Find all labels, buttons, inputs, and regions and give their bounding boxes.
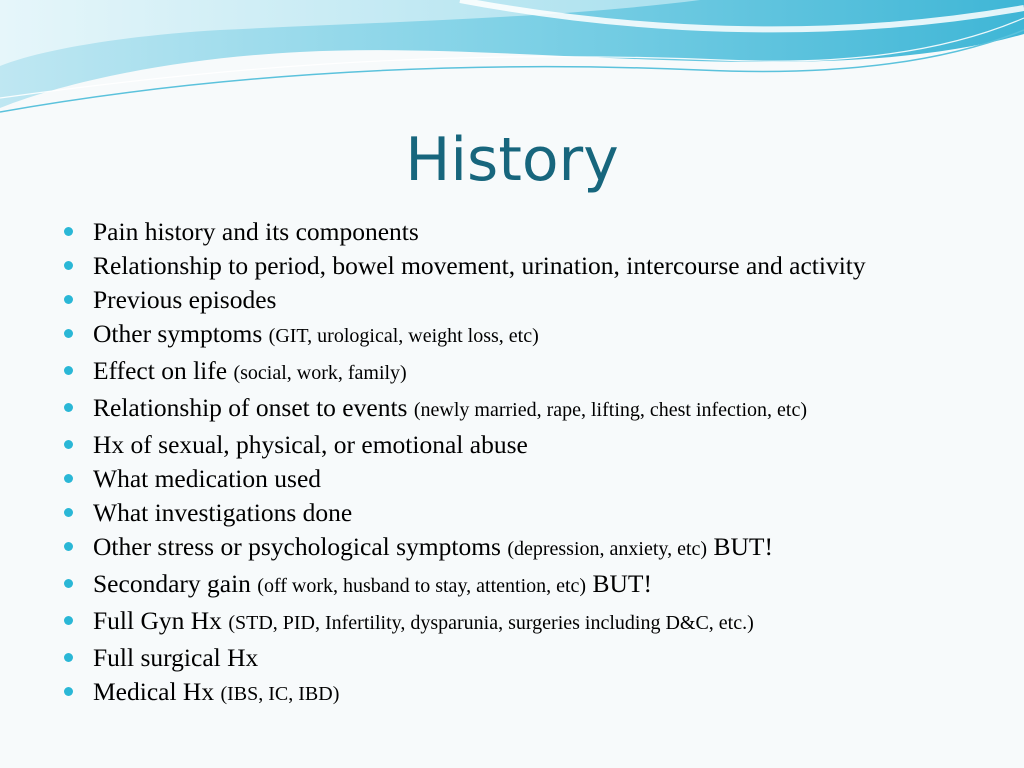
- bullet-item: [64, 218, 964, 245]
- header-wave-decoration: [0, 0, 1024, 120]
- bullet-text: Secondary gain: [93, 569, 251, 598]
- bullet-dot-icon: [64, 295, 73, 304]
- bullet-dot-icon: [64, 227, 73, 236]
- bullet-item: [64, 320, 964, 350]
- bullet-text: Medical Hx: [93, 677, 215, 706]
- bullet-note: (newly married, rape, lifting, chest infection, etc): [413, 399, 808, 421]
- bullet-item: [64, 357, 964, 387]
- bullet-dot-icon: [64, 440, 73, 449]
- bullet-dot-icon: [64, 687, 73, 696]
- bullet-item: [64, 499, 964, 526]
- bullet-item: [64, 394, 964, 424]
- bullet-text: Previous episodes: [93, 285, 277, 314]
- bullet-note: (STD, PID, Infertility, dysparunia, surgeries including D&C, etc.): [228, 612, 754, 634]
- bullet-trail: BUT!: [592, 569, 652, 598]
- bullet-dot-icon: [64, 261, 73, 270]
- bullet-dot-icon: [64, 542, 73, 551]
- bullet-dot-icon: [64, 653, 73, 662]
- bullet-dot-icon: [64, 508, 73, 517]
- bullet-dot-icon: [64, 474, 73, 483]
- bullet-list: [64, 218, 964, 715]
- bullet-item: [64, 431, 964, 458]
- bullet-text: What investigations done: [93, 498, 353, 527]
- bullet-item: [64, 465, 964, 492]
- bullet-note: (IBS, IC, IBD): [220, 683, 340, 705]
- bullet-text: Full surgical Hx: [93, 643, 259, 672]
- bullet-note: (GIT, urological, weight loss, etc): [268, 325, 539, 347]
- bullet-note: (off work, husband to stay, attention, etc): [257, 575, 587, 597]
- slide-title: History: [405, 125, 619, 195]
- bullet-note: (social, work, family): [233, 362, 407, 384]
- bullet-dot-icon: [64, 329, 73, 338]
- bullet-item: [64, 570, 964, 600]
- bullet-dot-icon: [64, 579, 73, 588]
- bullet-item: [64, 644, 964, 671]
- bullet-dot-icon: [64, 616, 73, 625]
- bullet-dot-icon: [64, 366, 73, 375]
- bullet-text: Relationship to period, bowel movement, urination, intercourse and activity: [93, 251, 866, 280]
- bullet-note: (depression, anxiety, etc): [507, 538, 708, 560]
- bullet-text: Effect on life: [93, 356, 228, 385]
- bullet-text: What medication used: [93, 464, 322, 493]
- bullet-item: [64, 286, 964, 313]
- bullet-text: Other stress or psychological symptoms: [93, 532, 501, 561]
- bullet-dot-icon: [64, 403, 73, 412]
- bullet-item: [64, 678, 964, 708]
- bullet-text: Relationship of onset to events: [93, 393, 408, 422]
- bullet-trail: BUT!: [713, 532, 773, 561]
- bullet-item: [64, 607, 964, 637]
- bullet-item: [64, 252, 964, 279]
- bullet-text: Pain history and its components: [93, 217, 419, 246]
- bullet-item: [64, 533, 964, 563]
- bullet-text: Hx of sexual, physical, or emotional abuse: [93, 430, 528, 459]
- bullet-text: Other symptoms: [93, 319, 263, 348]
- bullet-text: Full Gyn Hx: [93, 606, 222, 635]
